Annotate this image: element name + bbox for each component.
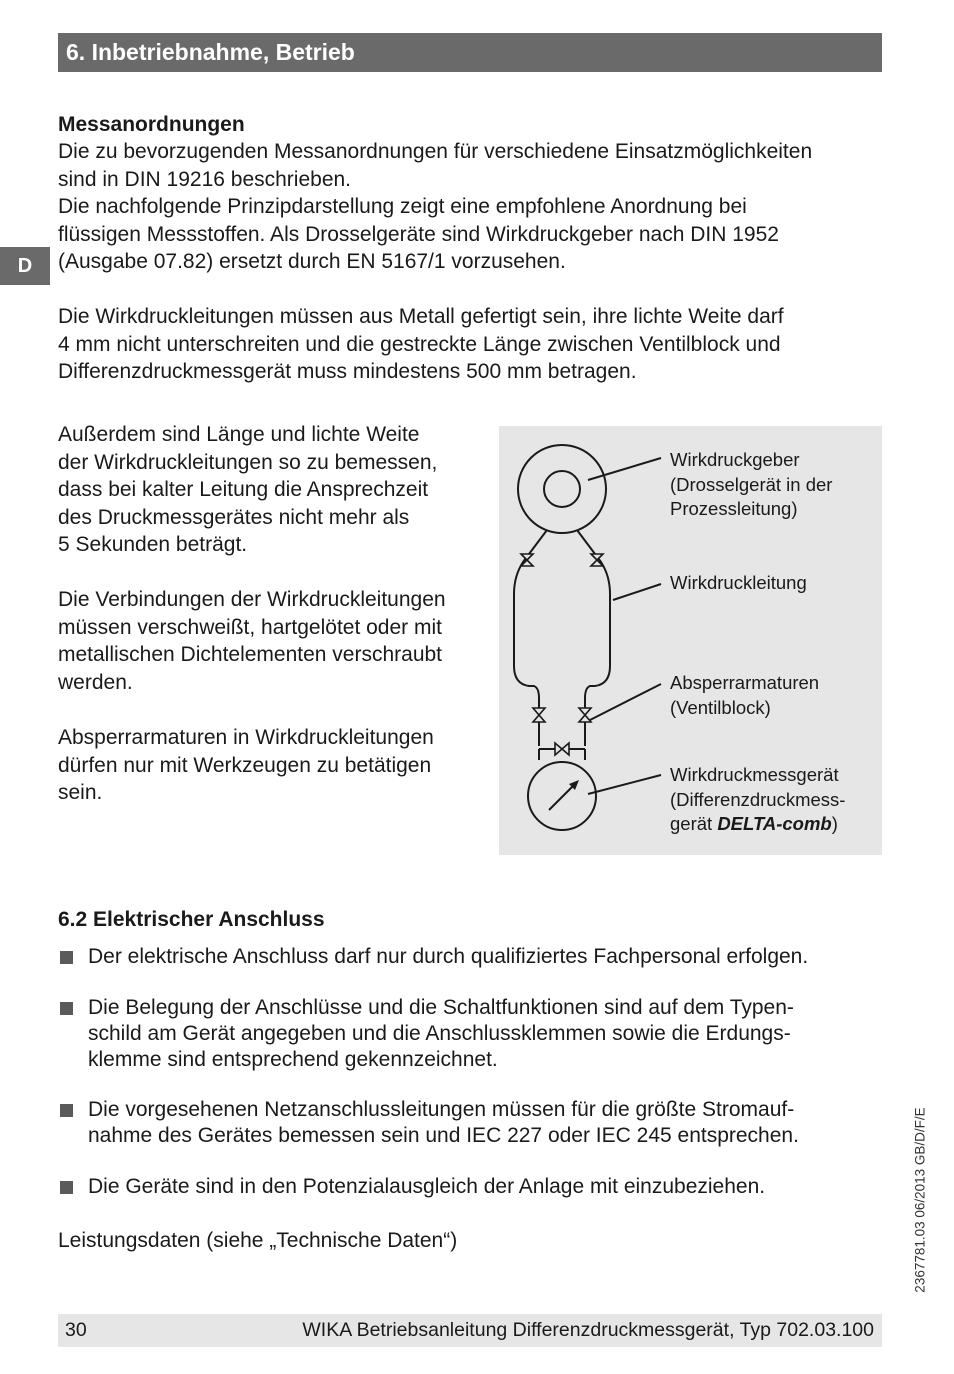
text-line: der Wirkdruckleitungen so zu bemessen, bbox=[58, 450, 438, 474]
text-line: müssen verschweißt, hartgelötet oder mit bbox=[58, 615, 442, 639]
label-text: ) bbox=[831, 813, 838, 834]
text-line: Absperrarmaturen in Wirkdruckleitungen bbox=[58, 726, 434, 749]
text-line: (Ausgabe 07.82) ersetzt durch EN 5167/1 vorzusehen. bbox=[58, 250, 566, 273]
label-line bbox=[670, 812, 845, 837]
document-code bbox=[910, 1095, 930, 1305]
text-line: sind in DIN 19216 beschrieben. bbox=[58, 167, 352, 191]
text-line: Differenzdruckmessgerät muss mindestens 500 mm betragen. bbox=[58, 360, 637, 383]
text-line: Die Geräte sind in den Potenzialausgleich der Anlage mit einzubeziehen. bbox=[88, 1175, 766, 1198]
heading-elektrischer-anschluss: 6.2 Elektrischer Anschluss bbox=[58, 908, 325, 931]
language-tab: D bbox=[0, 247, 50, 285]
label-line: Wirkdruckmessgerät bbox=[670, 764, 839, 785]
text-line: 5 Sekunden beträgt. bbox=[58, 533, 248, 556]
label-line: Wirkdruckgeber bbox=[670, 449, 800, 470]
label-text: gerät bbox=[670, 813, 718, 834]
text-line: des Druckmessgerätes nicht mehr als bbox=[58, 505, 410, 529]
label-line: Prozessleitung) bbox=[670, 498, 798, 519]
bullet-square-icon bbox=[60, 951, 73, 964]
orifice-outer-circle bbox=[518, 445, 606, 533]
leader-line-4 bbox=[588, 775, 661, 794]
section-title: 6. Inbetriebnahme, Betrieb bbox=[66, 39, 355, 65]
label-line: Absperrarmaturen bbox=[670, 672, 820, 693]
text-line: Außerdem sind Länge und lichte Weite bbox=[58, 423, 420, 446]
bullet-square-icon bbox=[60, 1002, 73, 1015]
text-line: schild am Gerät angegeben und die Anschlussklemmen sowie die Erdungs- bbox=[88, 1022, 791, 1045]
gauge-connection bbox=[539, 749, 585, 760]
text-line: Die nachfolgende Prinzipdarstellung zeigt eine empfohlene Anordnung bei bbox=[58, 195, 747, 218]
text-line: werden. bbox=[58, 670, 133, 694]
leader-line-2 bbox=[613, 584, 661, 600]
valve-equalizing bbox=[555, 743, 569, 755]
valve-upper-left bbox=[521, 554, 533, 566]
label-wirkdruckgeber bbox=[670, 448, 832, 522]
text-line: Die Wirkdruckleitungen müssen aus Metall gefertigt sein, ihre lichte Weite darf bbox=[58, 305, 784, 328]
text-line: flüssigen Messstoffen. Als Drosselgeräte sind Wirkdruckgeber nach DIN 1952 bbox=[58, 222, 779, 246]
text-line: Die zu bevorzugenden Messanordnungen für verschiedene Einsatzmöglichkeiten bbox=[58, 140, 813, 163]
bullet-square-icon bbox=[60, 1181, 73, 1194]
valve-upper-right bbox=[591, 554, 603, 566]
label-absperrarmaturen bbox=[670, 671, 819, 720]
heading-messanordnungen: Messanordnungen bbox=[58, 113, 245, 136]
text-line: metallischen Dichtelementen verschraubt bbox=[58, 643, 443, 666]
leader-line-3 bbox=[590, 684, 661, 720]
label-line: (Differenzdruckmess- bbox=[670, 788, 846, 810]
page-footer bbox=[58, 1314, 882, 1347]
valve-left bbox=[533, 708, 545, 722]
product-name: DELTA-comb bbox=[717, 813, 832, 834]
label-line: (Ventilblock) bbox=[670, 696, 771, 718]
label-wirkdruckleitung bbox=[670, 571, 807, 596]
text-line: Die Verbindungen der Wirkdruckleitungen bbox=[58, 588, 446, 611]
orifice-inner-circle bbox=[544, 471, 580, 507]
leader-line-1 bbox=[588, 458, 661, 480]
text-line: Der elektrische Anschluss darf nur durch qualifiziertes Fachpersonal erfolgen. bbox=[88, 945, 809, 968]
text-line: nahme des Gerätes bemessen sein und IEC 227 oder IEC 245 entsprechen. bbox=[88, 1124, 799, 1147]
text-line: dürfen nur mit Werkzeugen zu betätigen bbox=[58, 753, 432, 777]
text-line: 4 mm nicht unterschreiten und die gestreckte Länge zwischen Ventilblock und bbox=[58, 332, 781, 356]
section-header bbox=[58, 33, 882, 72]
measurement-arrangement-figure bbox=[499, 426, 882, 855]
text-line: Die vorgesehenen Netzanschlussleitungen müssen für die größte Stromauf- bbox=[88, 1098, 795, 1121]
label-line: Wirkdruckleitung bbox=[670, 572, 807, 593]
label-wirkdruckmessgeraet bbox=[670, 763, 845, 837]
valve-right bbox=[579, 708, 591, 722]
text-line: dass bei kalter Leitung die Ansprechzeit bbox=[58, 478, 429, 501]
text-line: Die Belegung der Anschlüsse und die Schaltfunktionen sind auf dem Typen- bbox=[88, 996, 794, 1019]
leistungsdaten-note: Leistungsdaten (siehe „Technische Daten“) bbox=[58, 1229, 458, 1252]
text-line: sein. bbox=[58, 781, 103, 804]
label-line: (Drosselgerät in der bbox=[670, 473, 833, 495]
footer-title: WIKA Betriebsanleitung Differenzdruckmessgerät, Typ 702.03.100 bbox=[302, 1319, 874, 1341]
text-line: klemme sind entsprechend gekennzeichnet. bbox=[88, 1048, 498, 1071]
page-number: 30 bbox=[65, 1319, 87, 1341]
bullet-square-icon bbox=[60, 1104, 73, 1117]
document-code-text: 2367781.03 06/2013 GB/D/F/E bbox=[912, 1107, 928, 1293]
